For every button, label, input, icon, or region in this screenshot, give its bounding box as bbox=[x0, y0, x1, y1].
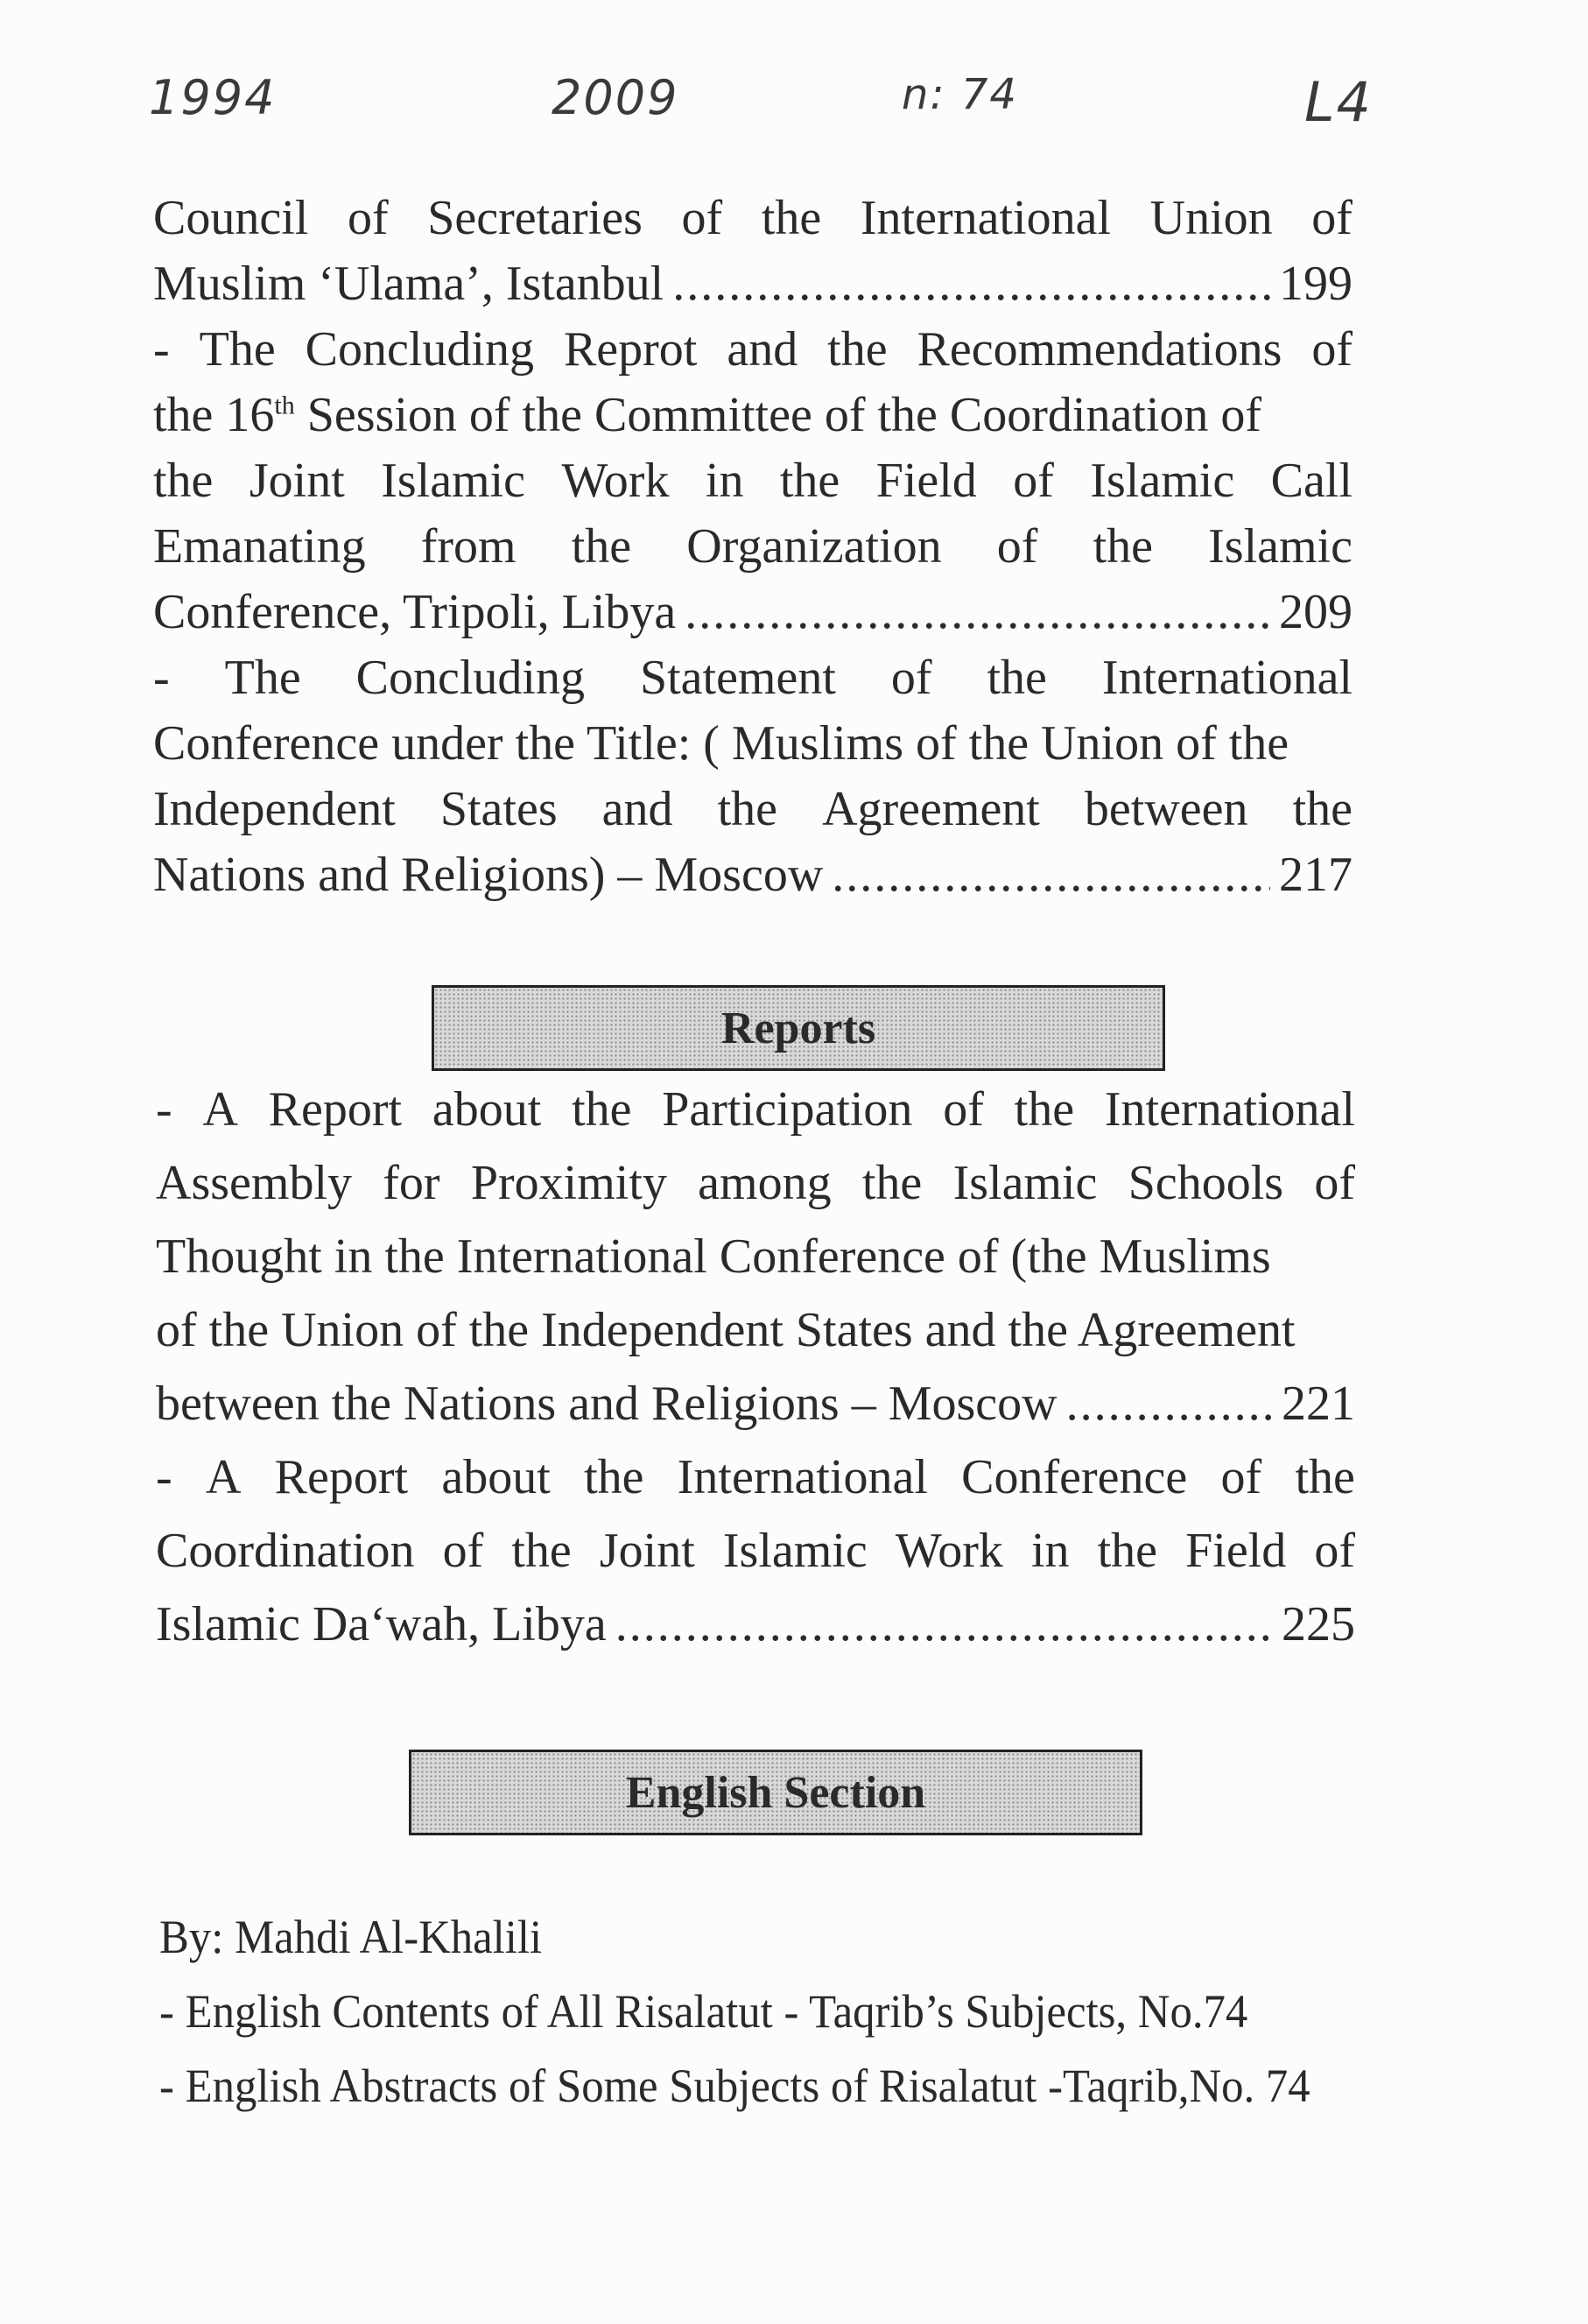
toc-entry-title: between the Nations and Religions – Moscow bbox=[156, 1377, 1057, 1431]
english-section-heading: English Section bbox=[409, 1750, 1142, 1835]
english-abstracts-item: - English Abstracts of Some Subjects of Risalatut -Taqrib,No. 74 bbox=[159, 2060, 1310, 2112]
toc-leader-dots bbox=[1066, 1367, 1273, 1440]
toc-word: the bbox=[571, 519, 632, 574]
toc-line bbox=[153, 514, 1353, 580]
toc-word: Islamic bbox=[722, 1524, 868, 1578]
toc-word: Conference under the Title: ( Muslims of the Union of the bbox=[153, 716, 1289, 771]
toc-page-number: 225 bbox=[1282, 1597, 1355, 1651]
toc-word: A bbox=[205, 1450, 242, 1504]
toc-word: of the Union of the Independent States and the Agreement bbox=[156, 1303, 1296, 1357]
toc-word: Emanating bbox=[153, 519, 366, 574]
toc-page-number: 217 bbox=[1279, 848, 1353, 902]
toc-word: and bbox=[727, 322, 798, 377]
toc-word: The bbox=[199, 322, 276, 377]
toc-word: Islamic bbox=[381, 454, 526, 508]
toc-word: Field bbox=[875, 454, 977, 508]
toc-word: Joint bbox=[249, 454, 345, 508]
toc-word: - bbox=[153, 322, 170, 377]
toc-word: - bbox=[153, 651, 170, 705]
toc-word: the bbox=[1295, 1450, 1355, 1504]
toc-section-1 bbox=[153, 186, 1353, 908]
toc-word: Concluding bbox=[305, 322, 534, 377]
toc-word: of bbox=[442, 1524, 484, 1578]
toc-word: of bbox=[681, 191, 723, 245]
author-line: By: Mahdi Al-Khalili bbox=[159, 1911, 543, 1963]
toc-word: of bbox=[890, 651, 932, 705]
toc-line bbox=[153, 317, 1353, 383]
english-contents-item: - English Contents of All Risalatut - Taqrib’s Subjects, No.74 bbox=[159, 1985, 1248, 2038]
toc-word: from bbox=[420, 519, 516, 574]
toc-leader-dots bbox=[672, 251, 1270, 317]
toc-word: of bbox=[1314, 1156, 1355, 1210]
toc-word: about bbox=[432, 1082, 542, 1137]
toc-word: States bbox=[439, 782, 558, 836]
toc-entry-report-moscow bbox=[156, 1367, 1355, 1440]
margin-note-year-1: 1994 bbox=[149, 70, 277, 125]
margin-note-issue: n: 74 bbox=[902, 70, 1018, 119]
toc-word: of bbox=[1311, 191, 1353, 245]
toc-word: Islamic bbox=[1090, 454, 1235, 508]
toc-word: the bbox=[717, 782, 778, 836]
toc-line bbox=[156, 1293, 1355, 1367]
toc-leader-dots bbox=[615, 1588, 1273, 1661]
toc-word: Agreement bbox=[822, 782, 1040, 836]
margin-note-year-2: 2009 bbox=[552, 70, 679, 125]
toc-entry-moscow bbox=[153, 842, 1353, 908]
toc-word: of bbox=[1220, 1450, 1262, 1504]
toc-word: Union bbox=[1149, 191, 1273, 245]
toc-word: Independent bbox=[153, 782, 396, 836]
toc-word: of bbox=[1314, 1524, 1355, 1578]
toc-page-number: 209 bbox=[1279, 585, 1353, 639]
toc-line-text: the 16th Session of the Committee of the Coordination of bbox=[153, 388, 1262, 442]
toc-word: the bbox=[1292, 782, 1353, 836]
toc-word: the bbox=[761, 191, 822, 245]
toc-line bbox=[156, 1514, 1355, 1588]
toc-word: Work bbox=[895, 1524, 1003, 1578]
toc-word: Assembly bbox=[156, 1156, 352, 1210]
toc-entry-title: Islamic Da‘wah, Libya bbox=[156, 1597, 607, 1651]
toc-entry-tripoli bbox=[153, 580, 1353, 645]
toc-word: of bbox=[996, 519, 1038, 574]
toc-word: in bbox=[705, 454, 744, 508]
toc-line bbox=[153, 448, 1353, 514]
toc-word: the bbox=[827, 322, 888, 377]
toc-word: about bbox=[441, 1450, 551, 1504]
margin-note-code: L4 bbox=[1304, 70, 1373, 134]
toc-word: the bbox=[584, 1450, 644, 1504]
toc-word: of bbox=[943, 1082, 984, 1137]
toc-word: Coordination bbox=[156, 1524, 415, 1578]
toc-word: Reprot bbox=[563, 322, 698, 377]
toc-line bbox=[156, 1073, 1355, 1146]
toc-line bbox=[156, 1220, 1355, 1293]
toc-word: the bbox=[861, 1156, 923, 1210]
toc-word: of bbox=[1013, 454, 1054, 508]
toc-page-number: 199 bbox=[1279, 257, 1353, 311]
toc-word: Joint bbox=[599, 1524, 695, 1578]
toc-word: Recommendations bbox=[917, 322, 1282, 377]
toc-word: between bbox=[1084, 782, 1248, 836]
toc-word: International bbox=[1101, 651, 1353, 705]
toc-entry-istanbul bbox=[153, 251, 1353, 317]
toc-word: the bbox=[572, 1082, 632, 1137]
toc-word: the bbox=[153, 454, 214, 508]
toc-word: Conference bbox=[961, 1450, 1188, 1504]
toc-line bbox=[156, 1440, 1355, 1514]
toc-word: Field bbox=[1185, 1524, 1287, 1578]
toc-word: of bbox=[347, 191, 389, 245]
toc-section-reports bbox=[156, 1073, 1355, 1661]
toc-line bbox=[153, 645, 1353, 711]
toc-word: The bbox=[224, 651, 301, 705]
toc-line bbox=[153, 186, 1353, 251]
english-section-content bbox=[159, 1900, 1385, 2123]
toc-word: Concluding bbox=[355, 651, 585, 705]
toc-word: Work bbox=[561, 454, 670, 508]
toc-word: Thought in the International Conference of (the Muslims bbox=[156, 1229, 1271, 1284]
toc-word: Organization bbox=[686, 519, 942, 574]
toc-word: the bbox=[1093, 519, 1153, 574]
toc-word: Council bbox=[153, 191, 309, 245]
toc-word: Islamic bbox=[952, 1156, 1098, 1210]
reports-heading: Reports bbox=[432, 985, 1165, 1071]
toc-word: Islamic bbox=[1208, 519, 1353, 574]
toc-page-number: 221 bbox=[1282, 1377, 1355, 1431]
toc-word: Proximity bbox=[470, 1156, 667, 1210]
toc-word: Report bbox=[274, 1450, 409, 1504]
toc-word: the bbox=[1097, 1524, 1158, 1578]
toc-word: in bbox=[1030, 1524, 1070, 1578]
toc-line bbox=[153, 777, 1353, 842]
toc-word: Statement bbox=[639, 651, 836, 705]
toc-line bbox=[156, 1146, 1355, 1220]
toc-word: Secretaries bbox=[427, 191, 643, 245]
toc-word: Participation bbox=[662, 1082, 913, 1137]
toc-word: the bbox=[1014, 1082, 1075, 1137]
toc-word: Report bbox=[268, 1082, 403, 1137]
toc-word: International bbox=[677, 1450, 928, 1504]
toc-word: A bbox=[202, 1082, 238, 1137]
toc-word: among bbox=[698, 1156, 832, 1210]
toc-line bbox=[153, 711, 1353, 777]
toc-word: International bbox=[1104, 1082, 1355, 1137]
toc-word: Schools bbox=[1128, 1156, 1284, 1210]
toc-leader-dots bbox=[685, 580, 1270, 645]
toc-word: and bbox=[601, 782, 673, 836]
toc-entry-title: Muslim ‘Ulama’, Istanbul bbox=[153, 257, 664, 311]
toc-word: of bbox=[1311, 322, 1353, 377]
toc-line bbox=[153, 383, 1353, 448]
toc-leader-dots bbox=[832, 842, 1270, 908]
toc-word: Call bbox=[1270, 454, 1353, 508]
toc-entry-report-libya bbox=[156, 1588, 1355, 1661]
toc-entry-title: Nations and Religions) – Moscow bbox=[153, 848, 824, 902]
toc-word: International bbox=[860, 191, 1112, 245]
toc-word: - bbox=[156, 1450, 172, 1504]
toc-word: the bbox=[987, 651, 1047, 705]
toc-word: - bbox=[156, 1082, 172, 1137]
toc-word: the bbox=[779, 454, 840, 508]
toc-word: for bbox=[383, 1156, 440, 1210]
toc-word: the bbox=[511, 1524, 572, 1578]
toc-entry-title: Conference, Tripoli, Libya bbox=[153, 585, 677, 639]
